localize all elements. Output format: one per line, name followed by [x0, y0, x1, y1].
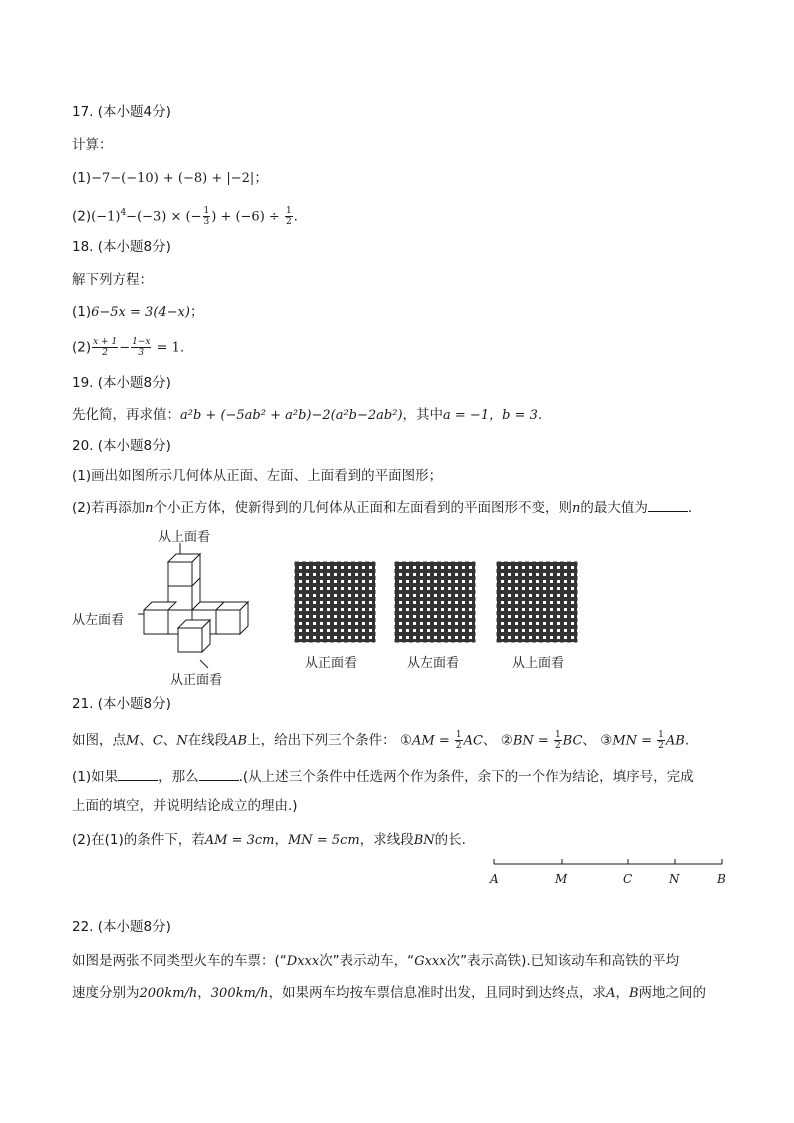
punct: .: [684, 732, 690, 749]
sep: 、: [162, 732, 177, 749]
point-A: A: [606, 986, 616, 1001]
view-from-front-label: 从正面看: [170, 673, 223, 688]
point-C: C: [152, 733, 163, 749]
condition-3-mark: ③: [600, 732, 613, 749]
text: ，那么: [158, 769, 199, 785]
label-N: N: [669, 872, 680, 886]
condition-1-mark: ①: [399, 732, 412, 749]
punct: .: [687, 500, 693, 516]
condition-3-tail: AB: [665, 733, 685, 749]
math-expression: (−1): [91, 209, 121, 225]
text: 在线段: [187, 732, 229, 749]
condition-1: AM =: [412, 733, 454, 749]
condition-3: MN =: [612, 733, 657, 749]
q21-part1-line2: 上面的填空，并说明结论成立的理由.): [72, 798, 298, 814]
sep: 、: [582, 732, 596, 749]
sep: ，: [274, 832, 288, 848]
text: 速度分别为: [72, 985, 140, 1001]
q20-part1: (1)画出如图所示几何体从正面、左面、上面看到的平面图形；: [72, 468, 443, 484]
part-label: (2): [72, 500, 92, 516]
fraction: $\frac{1}{2}$: [285, 206, 292, 227]
punct: ；: [254, 170, 268, 186]
text: ，其中: [402, 407, 444, 423]
grid-label-left: 从左面看: [407, 656, 460, 671]
q18-heading: 18. (本小题8分): [72, 239, 171, 255]
point-B: B: [628, 986, 639, 1001]
math-expression: ) + (−6) ÷: [211, 209, 284, 225]
condition-2: BN =: [512, 733, 553, 749]
text: 在(1)的条件下，若: [91, 832, 205, 848]
part-label: (1): [72, 170, 92, 186]
sep: 、: [482, 732, 497, 749]
fraction: $\frac{x + 1}{2}$: [93, 337, 118, 358]
fraction: $\frac{1-x}{3}$: [132, 337, 151, 358]
exponent: 4: [120, 208, 127, 218]
label-A: A: [490, 872, 499, 886]
fraction: $\frac{1}{2}$: [658, 730, 664, 751]
text: 两地之间的: [638, 985, 707, 1001]
q17-instruction: 计算：: [72, 137, 113, 153]
q21-heading: 21. (本小题8分): [72, 696, 171, 712]
math-expression: = 1: [152, 340, 180, 356]
text: 的最大值为: [580, 500, 648, 516]
text: 个小正方体，使新得到的几何体从正面和左面看到的平面图形不变，则: [153, 500, 572, 516]
label-B: B: [717, 872, 726, 886]
math-expression: 6−5x = 3(4−x): [91, 305, 190, 320]
text: 如果: [91, 769, 119, 785]
part-label: (1): [72, 304, 92, 320]
speed-1: 200km/h: [139, 986, 198, 1001]
text: 上，给出下列三个条件：: [247, 732, 396, 749]
q22-line2: [72, 984, 706, 1003]
math-var: n: [145, 501, 154, 516]
speed-2: 300km/h: [210, 986, 269, 1001]
punct: ；: [189, 304, 204, 320]
text: 如图是两张不同类型火车的车票：(“: [72, 953, 287, 969]
train-code-g: Gxxx: [414, 954, 447, 969]
grid-label-top: 从上面看: [512, 656, 565, 671]
q18-instruction: 解下列方程：: [72, 272, 153, 288]
q20-heading: 20. (本小题8分): [72, 438, 171, 454]
punct: .: [537, 407, 543, 423]
fraction: $\frac{1}{3}$: [203, 206, 210, 227]
fraction: $\frac{1}{2}$: [554, 730, 561, 751]
grid-label-front: 从正面看: [305, 656, 358, 671]
text: 如图，点: [72, 732, 126, 749]
condition-2-tail: BC: [562, 733, 583, 749]
math-expression: AM = 3cm: [204, 833, 275, 848]
part-label: (2): [72, 339, 92, 356]
math-var: BN: [413, 833, 435, 848]
part-label: (2): [72, 832, 92, 848]
q22-line1: [72, 952, 679, 971]
punct: .: [179, 339, 185, 356]
text: .(从上述三个条件中任选两个作为条件，余下的一个作为结论，填序号，完成: [238, 769, 694, 785]
text: 先化简，再求值：: [72, 407, 180, 423]
part-label: (2): [72, 208, 92, 225]
condition-2-mark: ②: [500, 732, 513, 749]
segment-AB: AB: [228, 733, 248, 749]
sep: 、: [139, 732, 153, 749]
math-expression: −7−(−10) + (−8) + |−2|: [91, 171, 255, 186]
point-M: M: [126, 733, 140, 749]
q22-heading: 22. (本小题8分): [72, 919, 171, 935]
q19-heading: 19. (本小题8分): [72, 375, 171, 391]
sep: ，: [197, 985, 211, 1001]
math-expression: MN = 5cm: [288, 833, 360, 848]
sep: ，: [615, 985, 629, 1001]
train-code-d: Dxxx: [286, 954, 320, 969]
point-N: N: [176, 733, 188, 749]
label-M: M: [555, 872, 568, 886]
math-expression: a²b + (−5ab² + a²b)−2(a²b−2ab²): [180, 408, 403, 423]
text: 次”表示动车，“: [319, 953, 415, 969]
punct: .: [293, 208, 298, 225]
part-label: (1): [72, 769, 92, 785]
q17-heading: 17. (本小题4分): [72, 104, 171, 120]
condition-1-tail: AC: [463, 733, 483, 749]
text: ，求线段: [359, 832, 414, 848]
text: 若再添加: [91, 500, 146, 516]
text: 次”表示高铁).已知该动车和高铁的平均: [446, 953, 680, 969]
view-from-top-label: 从上面看: [158, 530, 211, 545]
math-var: n: [572, 501, 581, 516]
label-C: C: [623, 872, 633, 886]
text: 的长.: [434, 832, 466, 848]
minus: −: [119, 340, 131, 356]
text: ，如果两车均按车票信息准时出发，且同时到达终点，求: [268, 985, 607, 1001]
math-expression: a = −1，b = 3: [443, 408, 538, 423]
math-expression: −(−3) × (−: [126, 209, 202, 225]
fraction: $\frac{1}{2}$: [455, 730, 462, 751]
view-from-left-label: 从左面看: [72, 613, 125, 628]
